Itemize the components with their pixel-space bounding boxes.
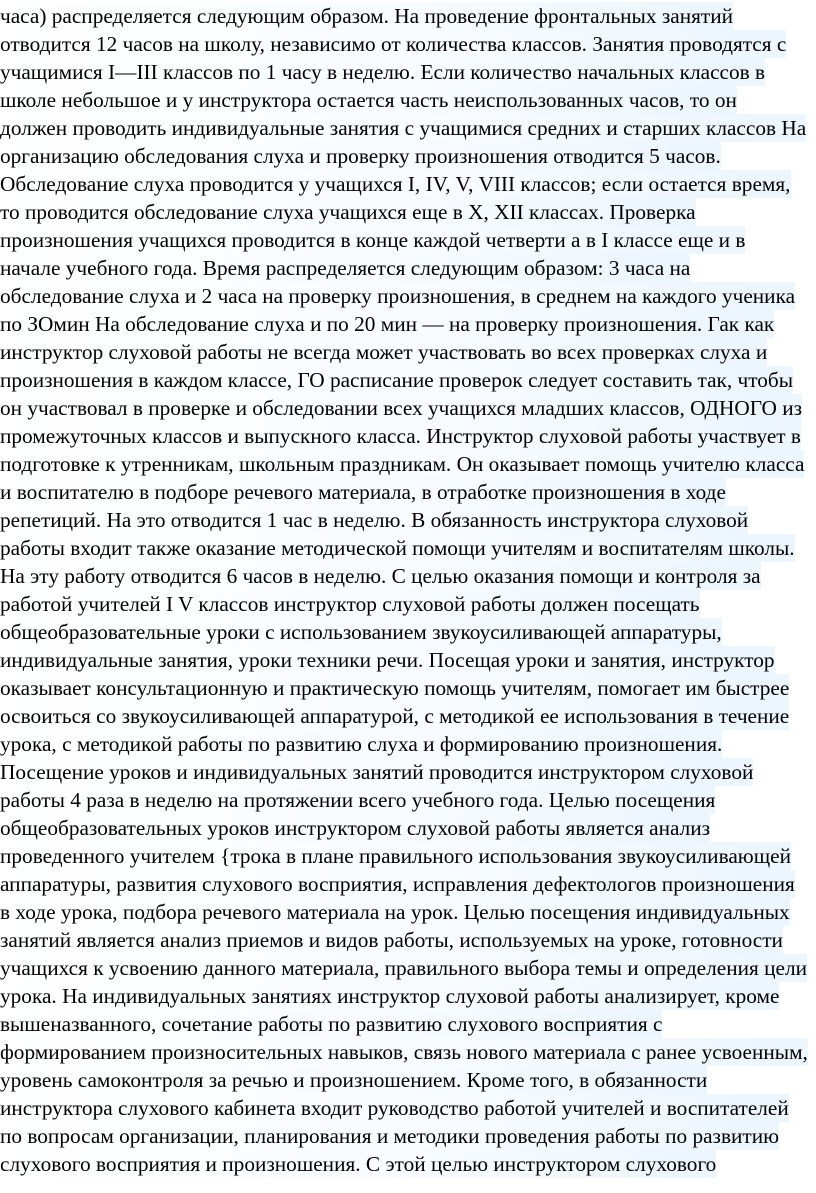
text-line: На эту работу отводится 6 часов в неделю. С целью оказания помощи и контроля за bbox=[0, 564, 761, 588]
text-line: освоиться со звукоусиливающей аппаратурой, с методикой ее использования в течение bbox=[0, 704, 790, 728]
text-line: отводится 12 часов на школу, независимо от количества классов. Занятия проводятся с bbox=[0, 32, 787, 56]
text-line: индивидуальные занятия, уроки техники речи. Посещая уроки и занятия, инструктор bbox=[0, 648, 775, 672]
text-line: промежуточных классов и выпускного класса. Инструктор слуховой работы участвует в bbox=[0, 424, 801, 448]
text-line: в ходе урока, подбора речевого материала на урок. Целью посещения индивидуальных bbox=[0, 900, 790, 924]
text-line: подготовке к утренникам, школьным праздникам. Он оказывает помощь учителю класса bbox=[0, 452, 805, 476]
text-line: то проводится обследование слуха учащихся еще в X, XII классах. Проверка bbox=[0, 200, 696, 224]
text-line: организацию обследования слуха и проверку произношения отводится 5 часов. bbox=[0, 144, 721, 168]
text-line: слухового восприятия и произношения. С этой целью инструктором слухового bbox=[0, 1152, 717, 1176]
text-line: инструктор слуховой работы не всегда может участвовать во всех проверках слуха и bbox=[0, 340, 768, 364]
text-line: занятий является анализ приемов и видов работы, используемых на уроке, готовности bbox=[0, 928, 783, 952]
text-line: часа) распределяется следующим образом. На проведение фронтальных занятий bbox=[0, 4, 733, 28]
text-line: проведенного учителем {трока в плане правильного использования звукоусиливающей bbox=[0, 844, 791, 868]
text-line: урока, с методикой работы по развитию слуха и формированию произношения. bbox=[0, 732, 723, 756]
text-line: и воспитателю в подборе речевого материала, в отработке произношения в ходе bbox=[0, 480, 726, 504]
text-line: инструктора слухового кабинета входит руководство работой учителей и воспитателей bbox=[0, 1096, 789, 1120]
text-line: Посещение уроков и индивидуальных занятий проводится инструктором слуховой bbox=[0, 760, 754, 784]
text-line: вышеназванного, сочетание работы по развитию слухового восприятия с bbox=[0, 1012, 663, 1036]
text-line: работы входит также оказание методической помощи учителям и воспитателям школы. bbox=[0, 536, 795, 560]
text-line: учащихся к усвоению данного материала, правильного выбора темы и определения цели bbox=[0, 956, 808, 980]
text-line: уровень самоконтроля за речью и произношением. Кроме того, в обязанности bbox=[0, 1068, 708, 1092]
text-line: общеобразовательные уроки с использованием звукоусиливающей аппаратуры, bbox=[0, 620, 722, 644]
text-line: Обследование слуха проводится у учащихся I, IV, V, VIII классов; если остается время, bbox=[0, 172, 791, 196]
text-line: урока. На индивидуальных занятиях инструктор слуховой работы анализирует, кроме bbox=[0, 984, 780, 1008]
text-line: по ЗОмин На обследование слуха и по 20 мин — на проверку произношения. Гак как bbox=[0, 312, 775, 336]
text-line: работы 4 раза в неделю на протяжении всего учебного года. Целью посещения bbox=[0, 788, 716, 812]
text-line: аппаратуры, развития слухового восприятия, исправления дефектологов произношения bbox=[0, 872, 795, 896]
text-line: оказывает консультационную и практическую помощь учителям, помогает им быстрее bbox=[0, 676, 790, 700]
text-line: учащимися I—III классов по 1 часу в неделю. Если количество начальных классов в bbox=[0, 60, 766, 84]
text-line: обследование слуха и 2 часа на проверку произношения, в среднем на каждого ученика bbox=[0, 284, 796, 308]
text-line: работой учителей I V классов инструктор слуховой работы должен посещать bbox=[0, 592, 700, 616]
text-line: произношения учащихся проводится в конце каждой четверти а в I классе еще и в bbox=[0, 228, 746, 252]
text-line: начале учебного года. Время распределяется следующим образом: 3 часа на bbox=[0, 256, 691, 280]
text-line: репетиций. На это отводится 1 час в неделю. В обязанность инструктора слуховой bbox=[0, 508, 749, 532]
text-line: по вопросам организации, планирования и методики проведения работы по развитию bbox=[0, 1124, 780, 1148]
text-line: произношения в каждом классе, ГО расписание проверок следует составить так, чтобы bbox=[0, 368, 794, 392]
text-line: должен проводить индивидуальные занятия с учащимися средних и старших классов На bbox=[0, 116, 807, 140]
text-line: он участвовал в проверке и обследовании всех учащихся младших классов, ОДНОГО из bbox=[0, 396, 803, 420]
text-line: формированием произносительных навыков, связь нового материала с ранее усвоенным, bbox=[0, 1040, 808, 1064]
text-line: общеобразовательных уроков инструктором слуховой работы является анализ bbox=[0, 816, 711, 840]
text-line: школе небольшое и у инструктора остается часть неиспользованных часов, то он bbox=[0, 88, 737, 112]
